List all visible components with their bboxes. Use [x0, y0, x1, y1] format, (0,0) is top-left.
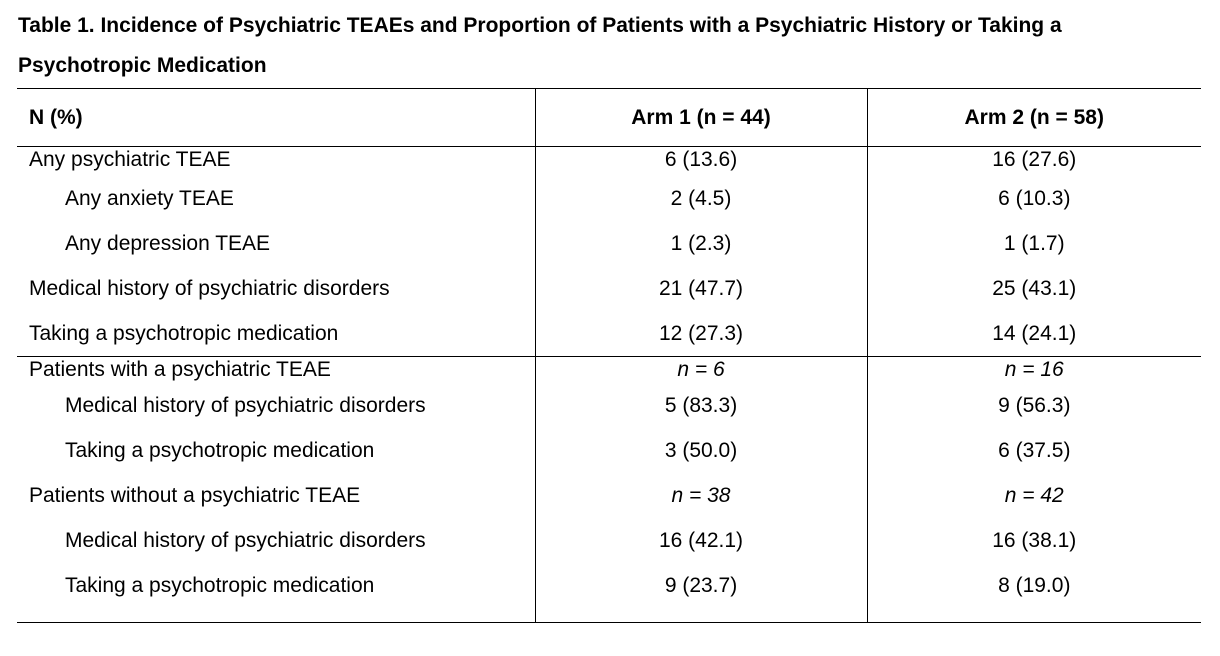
row-label: Any depression TEAE	[65, 231, 271, 255]
arm-1-value: n = 38	[535, 473, 867, 518]
arm-1-value: 5 (83.3)	[535, 383, 867, 428]
row-label: Medical history of psychiatric disorders	[29, 276, 390, 300]
header-n-percent: N (%)	[29, 105, 83, 129]
arm-2-value: n = 16	[867, 357, 1201, 384]
arm-1-value: 12 (27.3)	[535, 311, 867, 357]
arm-1-value: n = 6	[535, 357, 867, 384]
arm-2-value: 8 (19.0)	[867, 563, 1201, 623]
table-row	[17, 518, 1201, 563]
arm-1-value: 1 (2.3)	[535, 221, 867, 266]
arm-2-value: 16 (38.1)	[867, 518, 1201, 563]
table-row	[17, 428, 1201, 473]
arm-2-value: 16 (27.6)	[867, 147, 1201, 177]
row-label: Patients with a psychiatric TEAE	[29, 358, 331, 381]
row-label: Medical history of psychiatric disorders	[65, 393, 426, 417]
table-row	[17, 563, 1201, 623]
arm-2-value: 6 (37.5)	[867, 428, 1201, 473]
arm-1-value: 21 (47.7)	[535, 266, 867, 311]
table-body	[17, 147, 1201, 623]
arm-2-value: n = 42	[867, 473, 1201, 518]
row-label: Patients without a psychiatric TEAE	[29, 483, 361, 507]
arm-1-value: 2 (4.5)	[535, 176, 867, 221]
table-row	[17, 357, 1201, 384]
arm-1-value: 6 (13.6)	[535, 147, 867, 177]
row-label: Taking a psychotropic medication	[29, 321, 339, 345]
caption-line-2: Psychotropic Medication	[18, 54, 267, 77]
row-label: Medical history of psychiatric disorders	[65, 528, 426, 552]
row-label: Any anxiety TEAE	[65, 186, 234, 210]
table-row	[17, 473, 1201, 518]
row-label: Taking a psychotropic medication	[65, 574, 375, 597]
arm-1-value: 16 (42.1)	[535, 518, 867, 563]
table-row	[17, 266, 1201, 311]
arm-2-value: 14 (24.1)	[867, 311, 1201, 357]
table-row	[17, 147, 1201, 177]
data-table	[17, 88, 1201, 623]
caption-line-1: Table 1. Incidence of Psychiatric TEAEs and Proportion of Patients with a Psychiatric History or Taking a	[18, 14, 1062, 37]
row-label: Taking a psychotropic medication	[65, 438, 375, 462]
table-header	[17, 89, 1201, 147]
table-row	[17, 176, 1201, 221]
arm-1-value: 9 (23.7)	[535, 563, 867, 623]
arm-1-value: 3 (50.0)	[535, 428, 867, 473]
row-label: Any psychiatric TEAE	[29, 148, 231, 171]
header-row	[17, 89, 1201, 147]
table-row	[17, 383, 1201, 428]
table-row	[17, 221, 1201, 266]
arm-2-value: 1 (1.7)	[867, 221, 1201, 266]
table-caption	[18, 6, 1208, 86]
arm-2-value: 6 (10.3)	[867, 176, 1201, 221]
header-arm-1: Arm 1 (n = 44)	[535, 89, 867, 147]
table-row	[17, 311, 1201, 357]
arm-2-value: 25 (43.1)	[867, 266, 1201, 311]
arm-2-value: 9 (56.3)	[867, 383, 1201, 428]
header-arm-2: Arm 2 (n = 58)	[867, 89, 1201, 147]
